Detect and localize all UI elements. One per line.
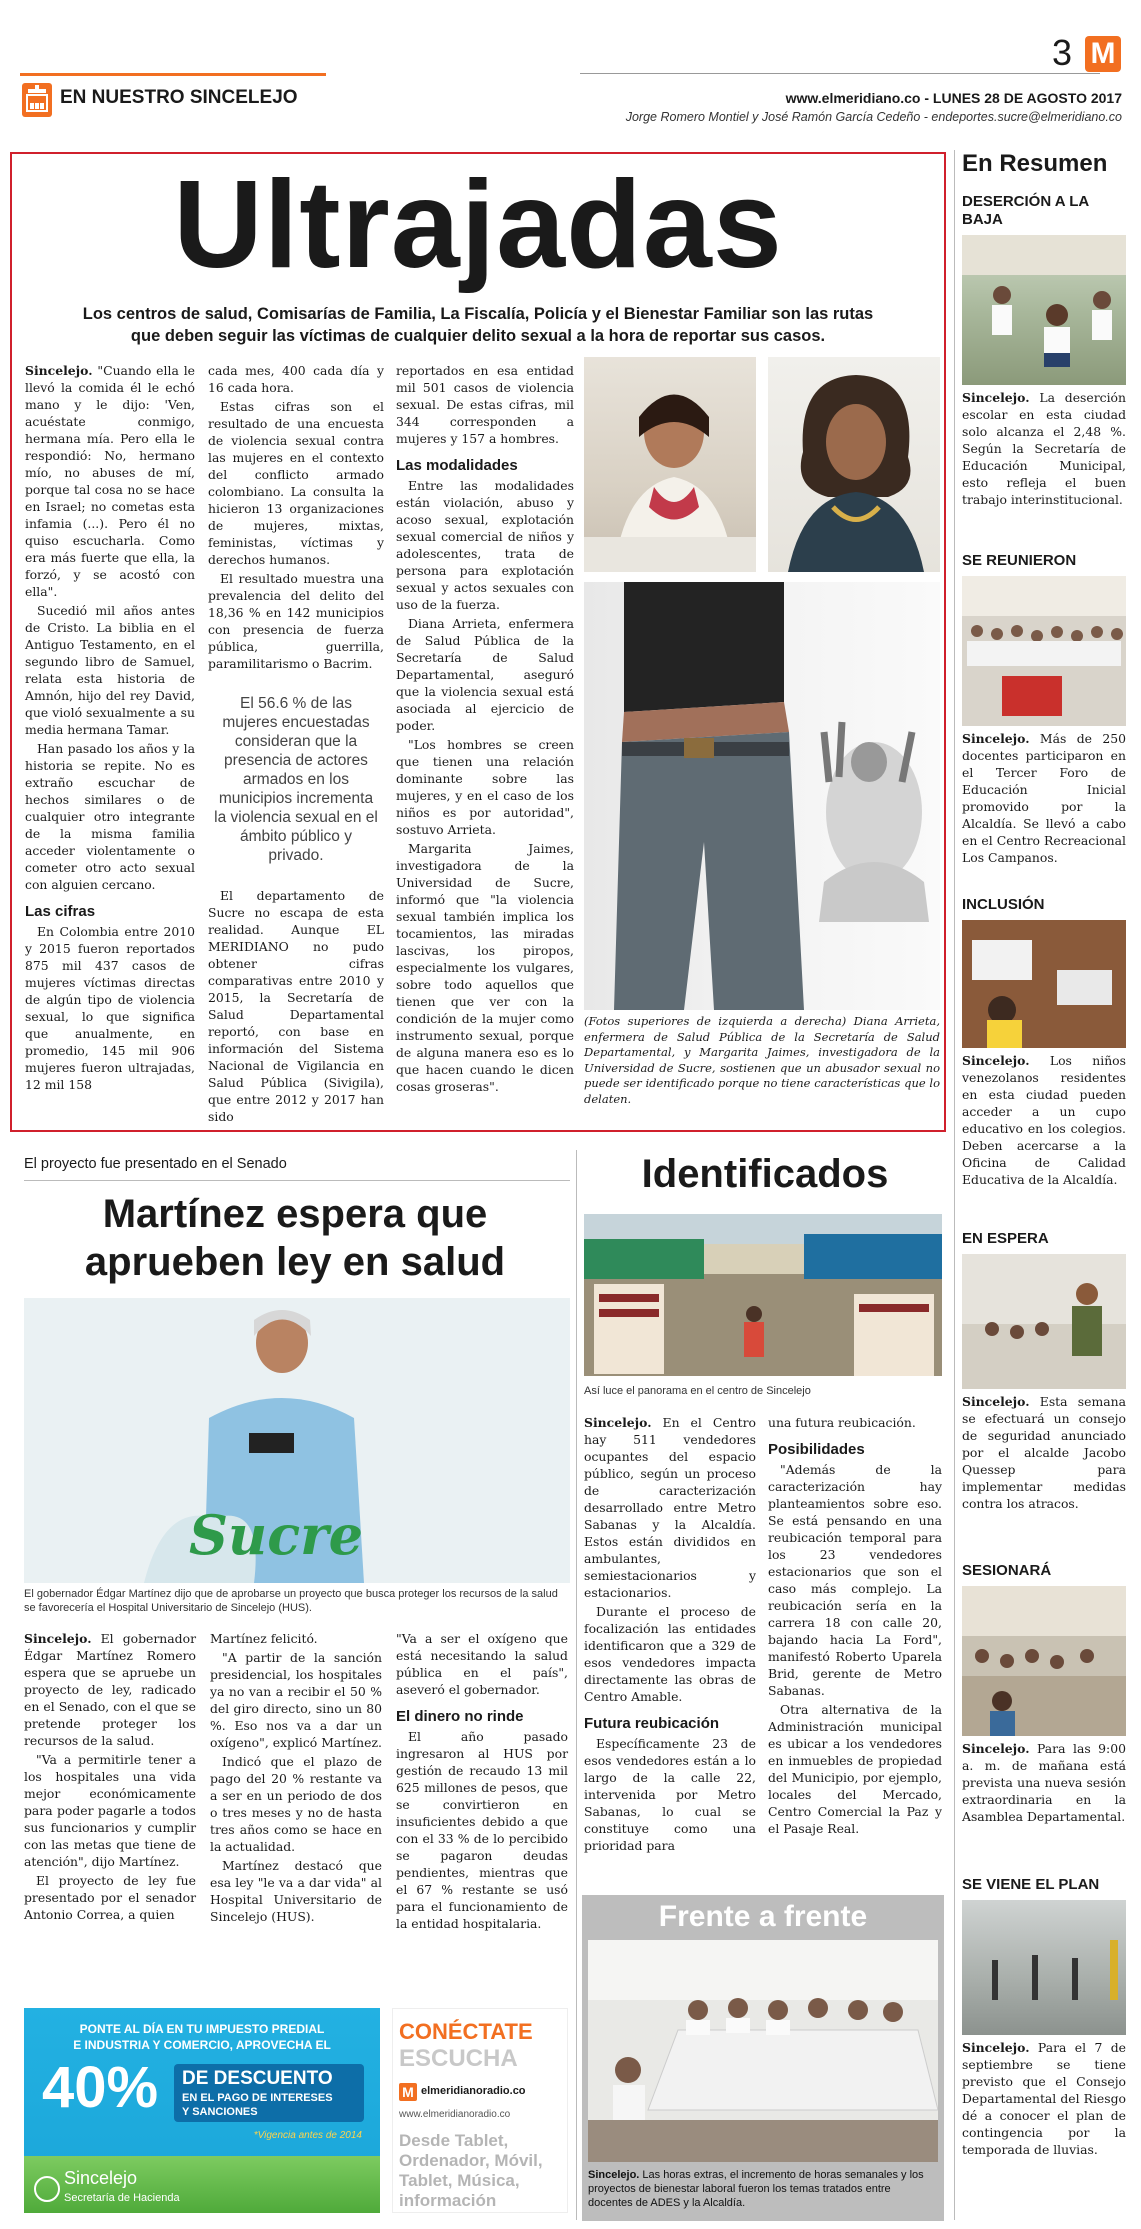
section-rule (20, 73, 326, 76)
paragraph: una futura reubicación. (768, 1415, 916, 1430)
paragraph: Indicó que el plazo de pago del 20 % restante va a ser en un periodo de dos o tres meses y no de hasta tres años como se hace en la actualidad. (210, 1754, 382, 1854)
photo-margarita-jaimes (768, 357, 940, 572)
photo-diana-arrieta (584, 357, 756, 572)
sidebar-text (962, 1740, 1126, 1825)
paragraph: Margarita Jaimes, investigadora de la Universidad de Sucre, informó que "la violencia sexual también implica los tocamientos, las miradas lascivas, los piropos, especialmente los vulgares, sobre todo aquellos que tienen que ver con la condición de la mujer como instrumento sexual, porque de alguna manera eso es lo que hacen cuando le dicen cosas groseras". (396, 841, 574, 1094)
sidebar-body: La deserción escolar en esta ciudad solo alcanza el 2,48 %. Según la Secretaría de Educación Municipal, esto refleja el buen trabajo interinstitucional. (962, 390, 1126, 507)
paragraph: Sucedió mil años antes de Cristo. La biblia en el Antiguo Testamento, en el segundo libro de Samuel, relata esta historia de Amnón, hijo del rey David, que violó sexualmente a su media hermana Tamar. (25, 603, 195, 737)
photo-jeans-man (584, 582, 940, 1010)
ad-word-cloud: Desde Tablet, Ordenador, Móvil, Tablet, Música, información (399, 2131, 543, 2210)
top-rule (580, 73, 1100, 74)
ad-org: Sincelejo (64, 2168, 138, 2188)
dateline-lead: Sincelejo. (962, 731, 1030, 746)
sidebar-body: Esta semana se efectuará un consejo de seguridad anunciado por el alcalde Jacobo Quessep para implementar medidas contra los atracos. (962, 1394, 1126, 1511)
sidebar-heading: INCLUSIÓN (962, 896, 1045, 913)
section-icon (22, 83, 52, 117)
ad-predial (24, 2008, 380, 2213)
paragraph: Específicamente 23 de esos vendedores están a lo largo de la calle 22, intervenida por Metro Sabanas, lo cual se constituye como una prioridad para (584, 1736, 756, 1853)
paragraph: El proyecto de ley fue presentado por el senador Antonio Correa, a quien (24, 1873, 196, 1922)
sidebar-body: Los niños venezolanos residentes en esta ciudad pueden acceder a un cupo educativo en los colegios. Deben acercarse a la Oficina de Calidad Educativa de la Alcaldía. (962, 1053, 1126, 1187)
paragraph: "A partir de la sanción presidencial, los hospitales ya no van a recibir el 50 % del giro directo, sino un 80 %. Eso nos va a dar un oxígeno", explicó Martínez. (210, 1650, 382, 1750)
main-col-1 (25, 362, 195, 1095)
dateline: www.elmeridiano.co - LUNES 28 DE AGOSTO 2017 (785, 90, 1122, 106)
sidebar-heading: EN ESPERA (962, 1230, 1049, 1247)
ad-org-icon (34, 2176, 60, 2202)
ad-radio (392, 2008, 568, 2213)
sidebar-body: Para las 9:00 a. m. de mañana está prevista una nueva sesión extraordinaria en la Asamblea Departamental. (962, 1741, 1126, 1824)
sidebar-title: En Resumen (962, 150, 1108, 177)
ad-text: ESCUCHA (399, 2045, 518, 2072)
sucre-logo-text: Sucre (189, 1503, 363, 1567)
ad-text: CONÉCTATE (399, 2019, 533, 2044)
photo-rain (962, 1900, 1126, 2035)
section-title: EN NUESTRO SINCELEJO (60, 87, 298, 108)
radio-logo: M (399, 2083, 417, 2101)
dateline-lead: Sincelejo. (962, 1394, 1030, 1409)
meridiano-logo: M (1085, 36, 1121, 72)
subheading: Las cifras (25, 903, 96, 920)
paragraph: "Va a permitirle tener a los hospitales una vida mejor económicamente para poder pagarle a todos sus funcionarios y cumplir con las metas que tiene de atención", dijo Martínez. (24, 1752, 196, 1869)
dateline-lead: Sincelejo. (24, 1631, 92, 1646)
photo-security-council (962, 1254, 1126, 1389)
sidebar-heading: DESERCIÓN A LA BAJA (962, 193, 1089, 228)
sidebar-item-3 (962, 896, 1126, 1188)
paragraph: El departamento de Sucre no escapa de esta realidad. Aunque EL MERIDIANO no pudo obtener cifras comparativas entre 2010 y 2015, la Secretaría de Salud Departamental reportó, con base en información del Sistema Nacional de Vigilancia en Salud Pública (Sivigila), que entre 2012 y 2017 han sido (208, 888, 384, 1124)
photo-governor (24, 1298, 570, 1583)
frente-headline: Frente a frente (658, 1900, 868, 1933)
paragraph: Diana Arrieta, enfermera de Salud Pública de la Secretaría de Salud Departamental, aseguró que la violencia sexual está asociada al ejercicio de poder. (396, 616, 574, 733)
paragraph: En el Centro hay 511 vendedores ocupantes del espacio público, según un proceso de caracterización desarrollado entre Metro Sabanas y la Alcaldía. Estos están divididos en ambulantes, semiestacionarios y estacionarios. (584, 1415, 756, 1600)
frente-caption (588, 2168, 938, 2210)
sidebar-text (962, 1052, 1126, 1188)
martinez-col-2 (210, 1630, 382, 1927)
sidebar-body: Más de 250 docentes participaron en el Tercer Foro de Educación Inicial promovido por la Alcaldía. Se llevó a cabo en el Centro Recreacional Los Campanos. (962, 731, 1126, 865)
sidebar-heading: SESIONARÁ (962, 1562, 1052, 1579)
sidebar-item-1 (962, 193, 1126, 508)
paragraph: Otra alternativa de la Administración municipal es ubicar a los vendedores en inmuebles de propiedad del Municipio, por ejemplo, locales del Mercado, Centro Comercial la Paz y el Pasaje Real. (768, 1702, 942, 1836)
martinez-headline (20, 1190, 570, 1286)
ad-brand: elmeridianoradio.co (421, 2085, 526, 2097)
martinez-col-3 (396, 1630, 568, 1934)
ad-text: DE DESCUENTO (182, 2068, 333, 2089)
ad-note: *Vigencia antes de 2014 (253, 2130, 362, 2141)
sidebar-item-2 (962, 552, 1126, 866)
paragraph: Entre las modalidades están violación, abuso y acoso sexual, explotación sexual comercial de niños y adolescentes, trata de persona para explotación sexual y actos sexuales con uso de la fuerza. (396, 478, 574, 612)
paragraph: El gobernador Édgar Martínez Romero espera que se apruebe un proyecto de ley, radicado en el Senado, con el que se pretende proteger los recursos de la salud. (24, 1631, 196, 1748)
paragraph: "Cuando ella le llevó la comida él le echó mano y le dijo: 'Ven, acuéstate conmigo, hermana mía. Pero ella le respondió: No, hermano mío, no abuses de mí, porque tal cosa no se hace en Israel; no cometas esta infamia (...). Pero él no quiso escucharla. Como era más fuerte que ella, la forzó, y se acostó con ella". (25, 363, 195, 599)
sidebar-text (962, 1393, 1126, 1512)
ad-text: E INDUSTRIA Y COMERCIO, APROVECHA EL (73, 2038, 331, 2052)
paragraph: En Colombia entre 2010 y 2015 fueron reportados 875 mil 437 casos de mujeres víctimas directas de algún tipo de violencia sexual, lo que significa que anualmente, en promedio, 145 mil 906 mujeres fueron ultrajadas, 12 mil 158 (25, 924, 195, 1092)
headline-line: aprueben ley en salud (84, 1240, 506, 1284)
sidebar-item-5 (962, 1562, 1126, 1825)
identificados-col-1 (584, 1414, 756, 1856)
kicker-rule (24, 1180, 570, 1181)
sidebar-item-6 (962, 1876, 1126, 2158)
pull-quote: El 56.6 % de las mujeres encuestadas consideran que la presencia de actores armados en los municipios incrementa la violencia sexual en el ámbito público y privado. (214, 695, 378, 864)
dateline-lead: Sincelejo. (962, 2040, 1030, 2055)
photo-teachers-forum (962, 576, 1126, 726)
subheading: Las modalidades (396, 457, 518, 474)
ad-text: PONTE AL DÍA EN TU IMPUESTO PREDIAL (79, 2022, 325, 2036)
photo-caption: (Fotos superiores de izquierda a derecha) Diana Arrieta, enfermera de Salud Pública de la Secretaría de Salud Departamental, y Margarita Jaimes, investigadora de la Universidad de Sucre, sostienen que un abusador sexual no puede ser identificado porque no tiene características que lo delaten. (584, 1014, 940, 1106)
paragraph: Estas cifras son el resultado de una encuesta de violencia sexual contra las mujeres en el contexto del conflicto armado colombiano. La consulta la hicieron 13 organizaciones de mujeres, mixtas, feministas, víctimas y derechos humanos. (208, 399, 384, 567)
caption-text: Las horas extras, el incremento de horas semanales y los proyectos de bienestar laboral fueron los temas tratados entre docentes de ADES y la Alcaldía. (588, 2169, 924, 2209)
paragraph: Martínez felicitó. (210, 1631, 318, 1646)
main-headline: Ultrajadas (173, 156, 783, 294)
ad-url: www.elmeridianoradio.co (399, 2109, 511, 2120)
subheading: El dinero no rinde (396, 1708, 524, 1725)
ad-discount-number: 40% (42, 2055, 159, 2120)
ad-text: EN EL PAGO DE INTERESES (182, 2092, 333, 2104)
sidebar-body: Para el 7 de septiembre se tiene previsto que el Consejo Departamental del Riesgo dé a conocer el plan de contingencia por la temporada de lluvias. (962, 2040, 1126, 2157)
paragraph: Han pasado los años y la historia se repite. No es extraño escuchar de hechos similares o de cualquier otro integrante de la misma familia acceder violentamente o cometer otro acto sexual con alguien cercano. (25, 741, 195, 892)
dateline-lead: Sincelejo. (588, 2169, 640, 2181)
main-col-2 (208, 362, 384, 1127)
main-subhead: Los centros de salud, Comisarías de Familia, La Fiscalía, Policía y el Bienestar Familiar son las rutas que deben seguir las víctimas de cualquier delito sexual a la hora de reportar sus casos. (82, 305, 874, 345)
paragraph: Martínez destacó que esa ley "le va a dar vida" al Hospital Universitario de Sincelejo (HUS). (210, 1858, 382, 1924)
sidebar-divider (954, 150, 955, 2220)
paragraph: cada mes, 400 cada día y 16 cada hora. (208, 363, 384, 395)
paragraph: "Va a ser el oxígeno que está necesitando la salud pública en el país", aseveró el gobernador. (396, 1631, 568, 1697)
dateline-lead: Sincelejo. (25, 363, 93, 378)
photo-classroom (962, 920, 1126, 1048)
photo-assembly (962, 1586, 1126, 1736)
sidebar-text (962, 2039, 1126, 2158)
sidebar-text (962, 730, 1126, 866)
ad-text: Y SANCIONES (182, 2106, 258, 2118)
paragraph: El año pasado ingresaron al HUS por gestión de recaudo 13 mil 625 millones de pesos, que se convirtieron en insuficientes debido a que con el 33 % de lo percibido se pagaron deudas pendientes, mientras que el 67 % restante se usó para el funcionamiento de la entidad hospitalaria. (396, 1729, 568, 1931)
paragraph: El resultado muestra una prevalencia del delito del 18,36 % en 142 municipios con presencia de fuerza pública, guerrilla, paramilitarismo o Bacrim. (208, 571, 384, 671)
sidebar-text (962, 389, 1126, 508)
page-number: 3 (1052, 32, 1073, 73)
dateline-lead: Sincelejo. (584, 1415, 652, 1430)
identificados-col-2 (768, 1414, 942, 1839)
paragraph: reportados en esa entidad mil 501 casos de violencia sexual. De estas cifras, mil 344 corresponden a mujeres y 157 a hombres. (396, 363, 574, 446)
paragraph: "Además de la caracterización hay planteamientos sobre eso. Se está pensando en una reubicación temporal para los 23 vendedores estacionarios que son el caso más complejo. La reubicación sería en la carrera 18 con calle 20, bajando hacia La Ford", manifestó Roberto Uparela Brid, gerente de Metro Sabanas. (768, 1462, 942, 1698)
subheading: Futura reubicación (584, 1715, 720, 1732)
column-divider (576, 1150, 577, 2220)
subheading: Posibilidades (768, 1441, 865, 1458)
ad-org: Secretaría de Hacienda (64, 2192, 180, 2204)
dateline-lead: Sincelejo. (962, 1053, 1030, 1068)
sidebar-heading: SE VIENE EL PLAN (962, 1876, 1100, 1893)
headline-line: Martínez espera que (102, 1192, 488, 1236)
paragraph: "Los hombres se creen que tienen una relación dominante sobre las mujeres, y en el caso de los niños es por autoridad", sostuvo Arrieta. (396, 737, 574, 837)
dateline-lead: Sincelejo. (962, 1741, 1030, 1756)
martinez-col-1 (24, 1630, 196, 1925)
sidebar-item-4 (962, 1230, 1126, 1512)
credits: Jorge Romero Montiel y José Ramón García Cedeño - endeportes.sucre@elmeridiano.co (625, 110, 1122, 124)
dateline-lead: Sincelejo. (962, 390, 1030, 405)
photo-street-vendors (584, 1214, 942, 1376)
martinez-kicker: El proyecto fue presentado en el Senado (24, 1156, 287, 1172)
photo-meeting (588, 1940, 938, 2162)
paragraph: Durante el proceso de focalización las entidades identificaron que a 329 de esos vendedores impacta directamente las obras de Centro Amable. (584, 1604, 756, 1704)
identificados-caption: Así luce el panorama en el centro de Sincelejo (584, 1385, 811, 1397)
identificados-headline: Identificados (641, 1152, 889, 1196)
photo-students (962, 235, 1126, 385)
main-col-3 (396, 362, 574, 1097)
sidebar-heading: SE REUNIERON (962, 552, 1077, 569)
martinez-caption: El gobernador Édgar Martínez dijo que de aprobarse un proyecto que busca proteger los recursos de la salud se favorecería el Hospital Universitario de Sincelejo (HUS). (24, 1588, 558, 1614)
